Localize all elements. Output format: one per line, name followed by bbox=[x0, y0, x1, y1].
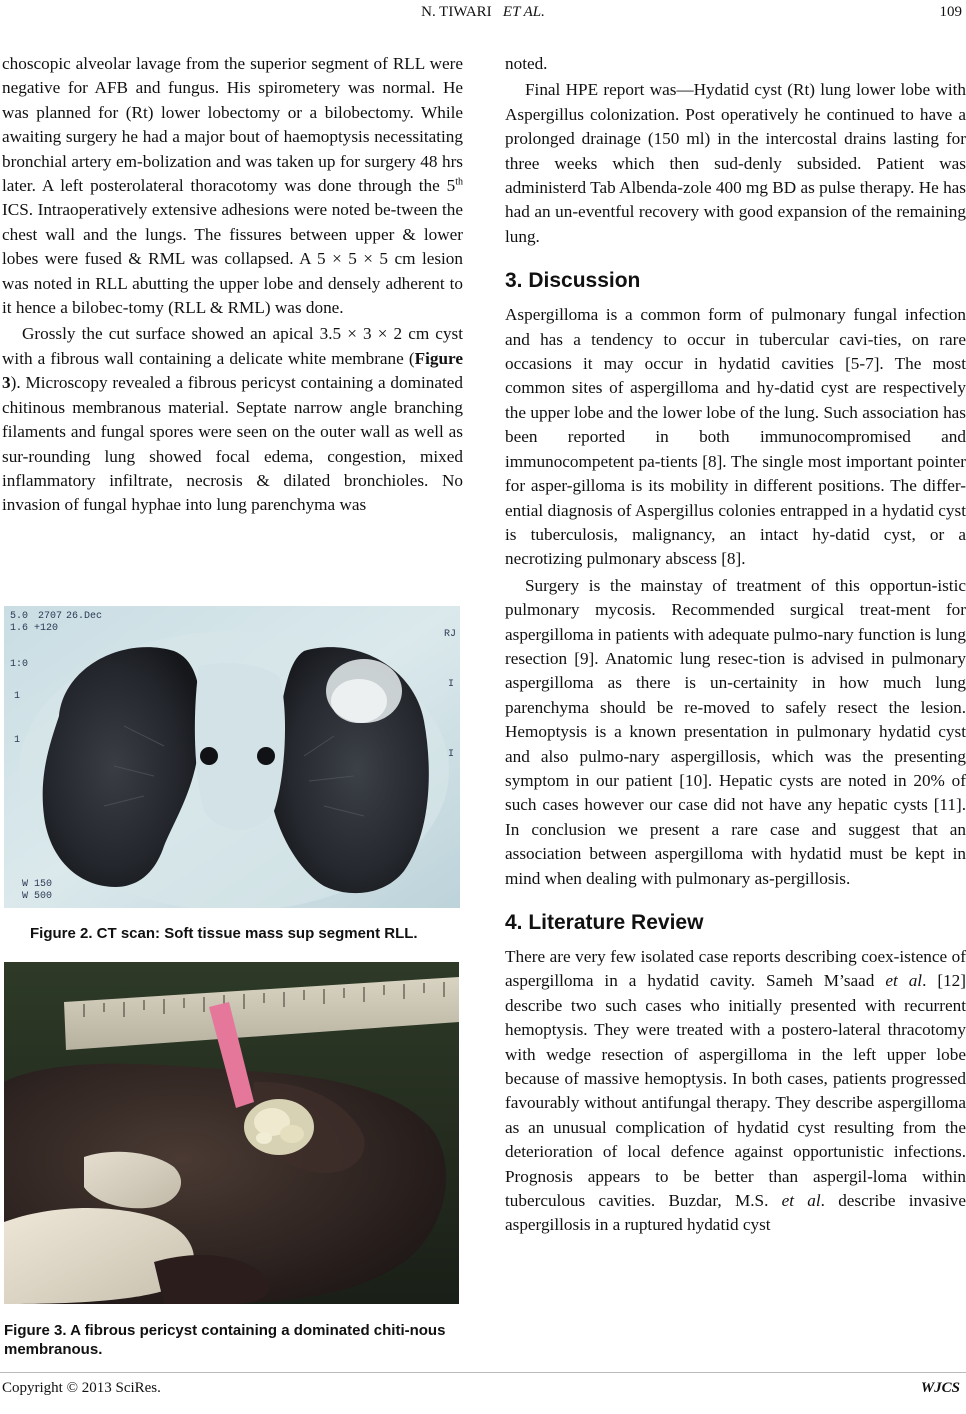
copyright: Copyright © 2013 SciRes. bbox=[2, 1380, 161, 1396]
scan-label: 1.6 bbox=[10, 623, 29, 634]
running-head bbox=[0, 4, 966, 26]
scan-label: +120 bbox=[34, 623, 59, 634]
body-paragraph bbox=[2, 322, 463, 517]
scan-label: W 150 bbox=[22, 879, 53, 890]
body-paragraph bbox=[505, 945, 966, 1238]
body-paragraph: Surgery is the mainstay of treatment of this opportun-istic pulmonary mycosis. Recommended surgical treat-ment for aspergilloma in patients with adequate pulmo-nary function is lung resection [9]. Anatomic lung resec-tion is advised in pulmonary aspergilloma as there is un-certainity in how much lung parenchyma should be re-moved to safely resect the lesion. Hemoptysis is a known presentation in pulmonary hydatid cyst and also pulmo-nary aspergillosis, which was the presenting symptom in our patient [10]. Hepatic cysts are noted in 20% of such cases however our case did not have any hepatic cysts [11]. In conclusion we present a rare case and suggest that an association between aspergilloma with hydatid must be kept in mind when dealing with pulmonary as-pergillosis. bbox=[505, 575, 966, 888]
section-heading-discussion: 3. Discussion bbox=[505, 269, 641, 293]
body-paragraph: Final HPE report was—Hydatid cyst (Rt) lung lower lobe with Aspergillus colonization. Post operatively he continued to have a prolonged drainage (150 ml) in the intercostal drains lasting for three weeks which then sud-denly subsided. Patient was administerd Tab Albenda-zole 400 mg BD as pulse therapy. He has had an un-eventful recovery with good expansion of the remaining lung. bbox=[505, 80, 966, 246]
specimen-image bbox=[4, 962, 459, 1304]
para2-text-b: ). Microscopy revealed a fibrous pericyst containing a dominated chitinous membranous material. Septate narrow angle branching filaments and fungal spores were seen on the outer wall as well as sur-rounding lung showed focal edema, congestion, mixed inflammatory infiltrate, necrosis & dilated bronchioles. No invasion of fungal hyphae into lung parenchyma was bbox=[2, 373, 463, 515]
body-paragraph: noted. bbox=[505, 54, 548, 73]
scan-label: RJ bbox=[444, 629, 457, 640]
scan-label: 1 bbox=[14, 735, 21, 746]
et-al: ET AL. bbox=[502, 4, 545, 20]
scan-label: 5.0 bbox=[10, 611, 29, 622]
page-footer bbox=[2, 1380, 964, 1402]
page-number: 109 bbox=[939, 4, 962, 20]
body-paragraph: Aspergilloma is a common form of pulmonary fungal infection and has a tendency to occur in tubercular cavi-ties, on rare occasions it may occur in hydatid cavities [5-7]. The most common sites of aspergilloma and hy-datid cyst are respectively the upper lobe and the lower lobe of the lung. Such association has been reported in both immunocompromised and immunocompetent pa-tients [8]. The single most important pointer for asper-gilloma is its mobility in different positions. The differ-ential diagnosis of Aspergillus colonies entrapped in a hydatid cyst is tuberculosis, malignancy, an intact hy-datid cyst, or a necrotizing pulmonary abscess [8]. bbox=[505, 305, 966, 569]
superscript: th bbox=[455, 176, 463, 188]
et-al: et al bbox=[885, 971, 923, 991]
body-paragraph bbox=[2, 52, 463, 320]
footer-divider bbox=[0, 1372, 966, 1373]
scan-label: 2707 bbox=[38, 611, 63, 622]
review-text-a: There are very few isolated case reports describing coex-istence of aspergilloma in a hydatid cavity. Sameh M’saad bbox=[505, 947, 966, 991]
para1-end: ICS. Intraoperatively extensive adhesions were noted be-tween the chest wall and the lungs. The fissures between upper & lower lobes were fused & RML was collapsed. A 5 × 5 × 5 cm lesion was noted in RLL abutting the upper lobe and densely adherent to it hence a bilobec-tomy (RLL & RML) was done. bbox=[2, 200, 463, 318]
figure-2-caption: Figure 2. CT scan: Soft tissue mass sup segment RLL. bbox=[30, 925, 418, 942]
scan-label: I bbox=[448, 679, 455, 690]
running-head-authors bbox=[0, 4, 966, 21]
review-text-c: . describe invasive aspergillosis in a ruptured hydatid cyst bbox=[505, 1191, 966, 1235]
journal-name: WJCS bbox=[920, 1380, 960, 1396]
figure-ref[interactable]: Figure 3 bbox=[2, 348, 463, 393]
section-heading-literature-review: 4. Literature Review bbox=[505, 911, 704, 934]
figure-3-specimen-photo bbox=[4, 962, 459, 1304]
scan-label: I bbox=[448, 749, 455, 760]
ct-scan-image bbox=[4, 606, 460, 908]
left-column bbox=[2, 52, 463, 518]
right-column bbox=[505, 52, 966, 1238]
para1-text: choscopic alveolar lavage from the superior segment of RLL were negative for AFB and fungus. His spirometery was normal. He was planned for (Rt) lower lobectomy or a bilobectomy. While awaiting surgery he had a major bout of haemoptysis necessitating bronchial artery em-bolization and was taken up for surgery 48 hrs later. A left posterolateral thoracotomy was done through the 5 bbox=[2, 54, 463, 196]
scan-label: 1 bbox=[14, 691, 21, 702]
review-text-b: . [12] describe two such cases who initially presented with recurrent hemoptysis. They were treated with a postero-lateral thracotomy with wedge resection of aspergilloma in the left upper lobe because of massive hemoptysis. In both cases, patients progressed favourably without antifungal therapy. They describe aspergilloma as an unusual complication of hydatid cyst resulting from the deterioration of local defence against opportunistic infections. Prognosis appears to be better than aspergil-loma within tuberculous cavities. Buzdar, M.S. bbox=[505, 971, 966, 1211]
scan-label: 26.Dec bbox=[66, 611, 103, 622]
scan-label: 1:0 bbox=[10, 659, 29, 670]
author-name: N. TIWARI bbox=[421, 4, 492, 20]
figure-3-caption: Figure 3. A fibrous pericyst containing a dominated chiti-nous membranous. bbox=[4, 1322, 446, 1358]
para2-text-a: Grossly the cut surface showed an apical 3.5 × 3 × 2 cm cyst with a fibrous wall containing a delicate white membrane ( bbox=[2, 324, 463, 368]
scan-label: W 500 bbox=[22, 891, 53, 902]
et-al: et al bbox=[781, 1191, 821, 1211]
figure-2-ct-scan bbox=[4, 606, 460, 908]
